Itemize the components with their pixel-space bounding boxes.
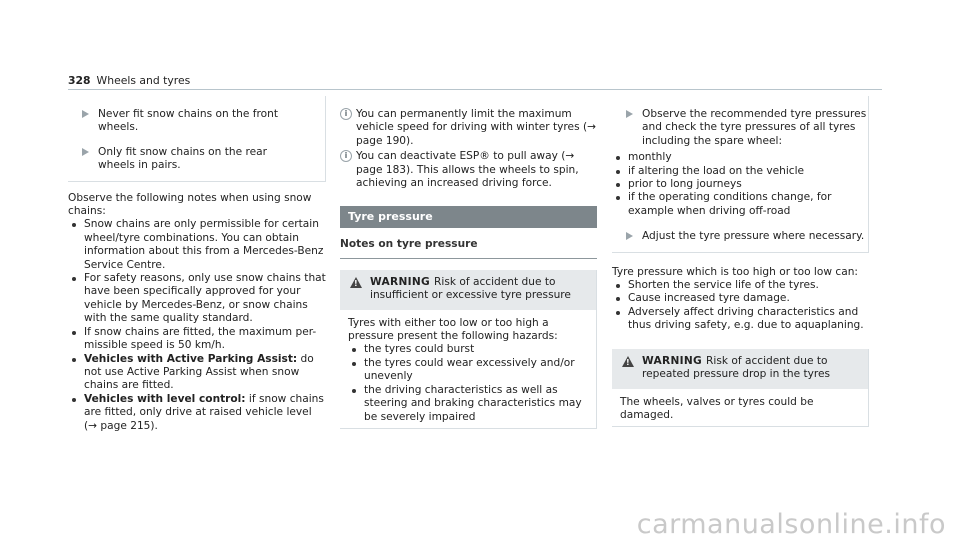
instruction-front-wheels: Never fit snow chains on the front wheels. bbox=[68, 108, 288, 135]
section-title-tyre-pressure: Tyre pressure bbox=[340, 206, 597, 228]
subheading-notes-on-tyre-pressure: Notes on tyre pressure bbox=[340, 238, 597, 258]
page-header bbox=[68, 74, 190, 87]
list-item: Adversely affect driving characteristics and thus driving safety, e.g. due to aquaplaning. bbox=[612, 306, 869, 333]
column-left bbox=[68, 96, 326, 433]
list-item: monthly bbox=[612, 151, 868, 164]
hazard-list bbox=[348, 343, 588, 423]
list-item: prior to long journeys bbox=[612, 178, 868, 191]
snow-chain-notes-intro: Observe the following notes when using snow chains: bbox=[68, 191, 312, 218]
list-item: if the operating conditions change, for example when driving off-road bbox=[612, 191, 868, 218]
watermark: carmanualsonline.info bbox=[636, 508, 946, 540]
list-item: If snow chains are fitted, the maximum per-missible speed is 50 km/h. bbox=[68, 326, 326, 353]
list-item: the driving characteristics as well as steering and braking characteristics may be severely impaired bbox=[348, 384, 588, 424]
list-item: For safety reasons, only use snow chains that have been specifically approved for your vehicle by Mercedes-Benz, or snow chains with the same quality standard. bbox=[68, 272, 326, 326]
warning-header: ! WARNING Risk of accident due to insufficient or excessive tyre pressure bbox=[340, 270, 596, 310]
page-title: Wheels and tyres bbox=[96, 74, 191, 87]
warning-body: Tyres with either too low or too high a pressure present the following hazards: the tyres could burst the tyres could wear excessively and/or unevenly the driving characteristics as well as steering and braking characteristics may be severely impaired bbox=[340, 310, 596, 428]
info-note-esp: i You can deactivate ESP® to pull away (→ page 183). This allows the wheels to spin, achieving an increased driving force. bbox=[340, 150, 597, 190]
page-number: 328 bbox=[68, 74, 91, 87]
list-item: if altering the load on the vehicle bbox=[612, 165, 868, 178]
info-icon: i bbox=[340, 108, 352, 120]
check-occasions-list bbox=[612, 151, 868, 218]
column-right bbox=[612, 96, 869, 427]
snow-chain-instructions-box bbox=[68, 96, 326, 182]
list-item: Cause increased tyre damage. bbox=[612, 292, 869, 305]
instruction-observe-pressures: Observe the recommended tyre pressures and check the tyre pressures of all tyres including the spare wheel: bbox=[612, 108, 868, 148]
warning-body: The wheels, valves or tyres could be damaged. bbox=[620, 395, 814, 421]
warning-triangle-icon bbox=[622, 356, 634, 367]
instruction-adjust-pressure: Adjust the tyre pressure where necessary. bbox=[612, 230, 868, 243]
pressure-effects-intro: Tyre pressure which is too high or too low can: bbox=[612, 265, 858, 278]
warning-triangle-icon bbox=[350, 277, 362, 288]
warning-box-pressure-drop bbox=[612, 349, 869, 428]
info-icon: i bbox=[340, 150, 352, 162]
list-item: Shorten the service life of the tyres. bbox=[612, 279, 869, 292]
tyre-pressure-instructions-box bbox=[612, 96, 869, 253]
list-item: Vehicles with level control: if snow chains are fitted, only drive at raised vehicle level (→ page 215). bbox=[68, 393, 326, 433]
list-item: the tyres could burst bbox=[348, 343, 588, 356]
warning-box-tyre-pressure bbox=[340, 270, 597, 429]
list-item: Snow chains are only permissible for certain wheel/tyre combinations. You can obtain information about this from a Mercedes-Benz Service Centre. bbox=[68, 218, 326, 272]
list-item: the tyres could wear excessively and/or unevenly bbox=[348, 357, 588, 384]
info-note-speed-limit: i You can permanently limit the maximum vehicle speed for driving with winter tyres (→ page 190). bbox=[340, 108, 597, 148]
list-item: Vehicles with Active Parking Assist: do not use Active Parking Assist when snow chains are fitted. bbox=[68, 353, 326, 393]
column-middle bbox=[340, 96, 597, 429]
warning-header: ! WARNING Risk of accident due to repeated pressure drop in the tyres bbox=[612, 349, 868, 389]
header-rule bbox=[68, 89, 882, 90]
pressure-effects-list bbox=[612, 279, 869, 333]
instruction-rear-wheels: Only fit snow chains on the rear wheels in pairs. bbox=[68, 146, 288, 173]
snow-chain-notes-list bbox=[68, 218, 326, 433]
